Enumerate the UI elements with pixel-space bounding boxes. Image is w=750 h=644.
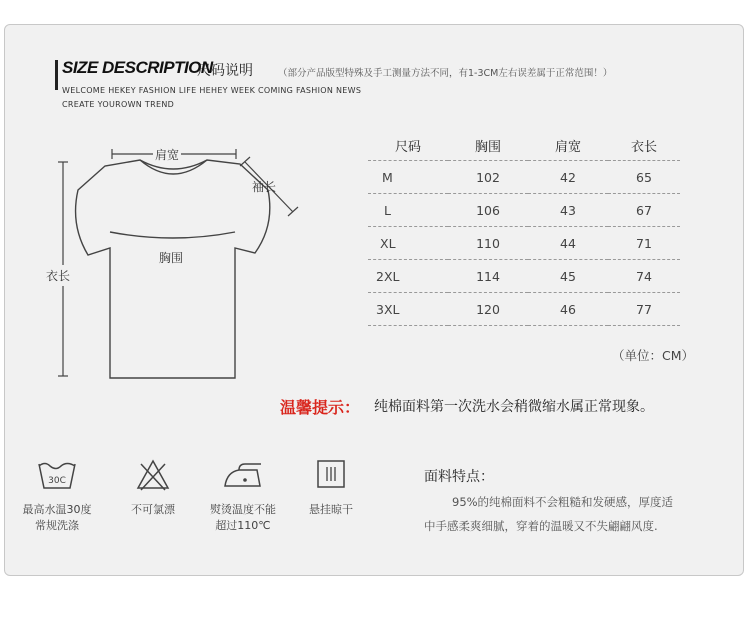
chest-line <box>110 232 235 238</box>
hang-dry-icon <box>316 458 346 492</box>
cell-length: 67 <box>608 194 680 227</box>
cell-size: 3XL <box>368 293 448 326</box>
cell-length: 71 <box>608 227 680 260</box>
cell-size: 2XL <box>368 260 448 293</box>
header-shoulder: 肩宽 <box>554 139 581 155</box>
tagline-line-2: CREATE YOUROWN TREND <box>62 100 175 109</box>
label-shoulder: 肩宽 <box>155 148 180 162</box>
measurement-note: （部分产品版型特殊及手工测量方法不同，有1-3CM左右误差属于正常范围！） <box>278 68 613 79</box>
label-sleeve: 袖长 <box>252 180 277 194</box>
header-chest: 胸围 <box>474 139 501 155</box>
label-length: 衣长 <box>46 265 70 286</box>
table-row <box>368 194 680 227</box>
tip-text: 纯棉面料第一次洗水会稍微缩水属正常现象。 <box>374 399 654 415</box>
title-english: SIZE DESCRIPTION <box>62 58 213 77</box>
cell-chest: 120 <box>448 293 528 326</box>
no-bleach-icon <box>136 458 170 492</box>
cell-shoulder: 45 <box>528 260 608 293</box>
care-dry-line1: 悬挂晾干 <box>309 503 353 516</box>
fabric-title: 面料特点： <box>424 469 494 485</box>
header-length: 衣长 <box>630 139 657 155</box>
header-accent-bar <box>55 60 58 90</box>
table-row <box>368 161 680 194</box>
cell-chest: 114 <box>448 260 528 293</box>
unit-label: （单位：CM） <box>612 348 695 363</box>
cell-shoulder: 44 <box>528 227 608 260</box>
iron-icon <box>221 458 265 492</box>
label-chest: 胸围 <box>159 251 184 265</box>
cell-size: XL <box>368 227 448 260</box>
size-table-header <box>368 130 680 161</box>
table-row <box>368 260 680 293</box>
care-bleach <box>118 458 188 518</box>
care-iron-line2: 超过110℃ <box>215 519 271 532</box>
size-table <box>368 130 680 326</box>
title-chinese: 尺码说明 <box>197 63 253 79</box>
table-row <box>368 293 680 326</box>
cell-length: 65 <box>608 161 680 194</box>
cell-chest: 110 <box>448 227 528 260</box>
fabric-line-1: 95%的纯棉面料不会粗糙和发硬感，厚度适 <box>452 495 674 509</box>
wash-temp-text: 30C <box>48 476 66 486</box>
care-bleach-line1: 不可氯漂 <box>131 503 175 516</box>
cell-shoulder: 42 <box>528 161 608 194</box>
cell-length: 74 <box>608 260 680 293</box>
table-row <box>368 227 680 260</box>
tagline-line-1: WELCOME HEKEY FASHION LIFE HEHEY WEEK COMING FASHION NEWS <box>62 86 362 95</box>
care-wash <box>16 458 98 534</box>
cell-chest: 106 <box>448 194 528 227</box>
care-iron <box>200 458 286 534</box>
cell-chest: 102 <box>448 161 528 194</box>
tip-label: 温馨提示： <box>280 398 361 417</box>
cell-shoulder: 43 <box>528 194 608 227</box>
tshirt-outline <box>76 160 270 378</box>
care-wash-line2: 常规洗涤 <box>35 519 79 532</box>
header-size: 尺码 <box>394 139 421 155</box>
care-wash-line1: 最高水温30度 <box>22 503 92 516</box>
cell-size: M <box>368 161 448 194</box>
care-dry <box>296 458 366 518</box>
care-iron-line1: 熨烫温度不能 <box>210 503 276 516</box>
cell-shoulder: 46 <box>528 293 608 326</box>
fabric-line-2: 中手感柔爽细腻，穿着的温暖又不失翩翩风度. <box>424 519 658 533</box>
cell-length: 77 <box>608 293 680 326</box>
wash-30-icon <box>36 458 78 492</box>
cell-size: L <box>368 194 448 227</box>
